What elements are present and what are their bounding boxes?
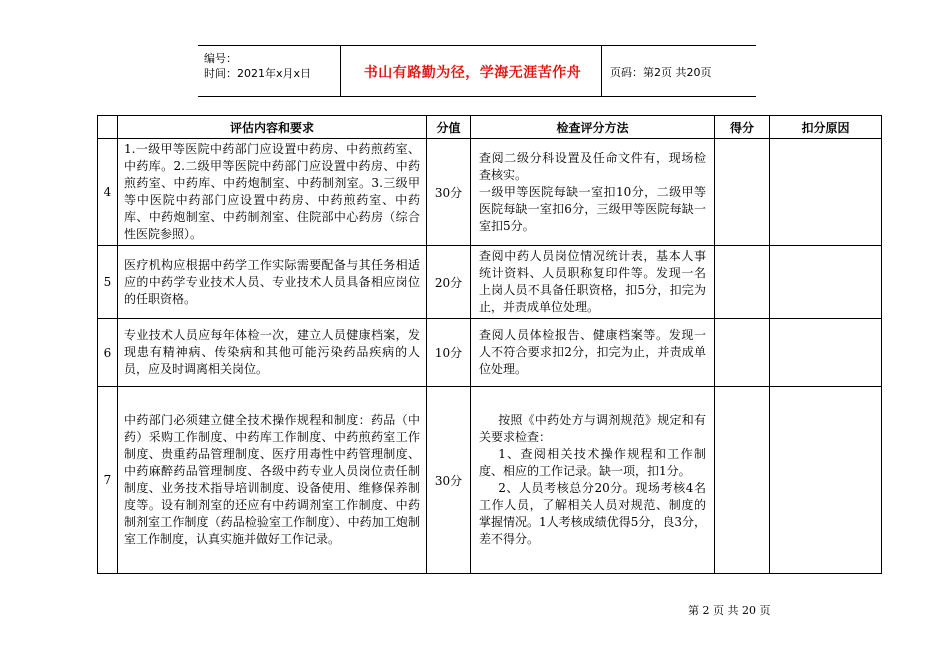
page-footer: 第 2 页 共 20 页 — [688, 604, 771, 617]
row-method — [471, 387, 715, 574]
row-method — [471, 319, 715, 387]
table-row — [98, 139, 882, 246]
row-number: 6 — [98, 319, 118, 387]
header-divider — [340, 45, 341, 97]
time-label: 时间：2021年x月x日 — [204, 67, 312, 80]
method-line: 查阅人员体检报告、健康档案等。发现一人不符合要求扣2分，扣完为止，并责成单位处理。 — [479, 328, 706, 376]
row-got-score — [715, 246, 770, 319]
code-label: 编号： — [204, 52, 237, 65]
table-header-row — [98, 116, 882, 139]
table-row — [98, 246, 882, 319]
row-content: 中药部门必须建立健全技术操作规程和制度：药品（中药）采购工作制度、中药库工作制度、中药煎药室工作制度、贵重药品管理制度、医疗用毒性中药管理制度、中药麻醉药品管理制度、各级中药专业人员岗位责任制制度、业务技术指导培训制度、设备使用、维修保养制度等。设有制剂室的还应有中药调剂室工作制度、中药制剂室工作制度（药品检验室工作制度）、中药加工炮制室工作制度，认真实施并做好工作记录。 — [118, 387, 427, 574]
row-number: 5 — [98, 246, 118, 319]
method-line: 2、人员考核总分20分。现场考核4名工作人员，了解相关人员对规范、制度的掌握情况。1人考核成绩优得5分，良3分，差不得分。 — [479, 481, 706, 546]
row-score: 30分 — [427, 387, 471, 574]
row-number: 7 — [98, 387, 118, 574]
header-meta — [204, 51, 311, 81]
method-line: 按照《中药处方与调剂规范》规定和有关要求检查： — [479, 413, 706, 444]
row-method — [471, 246, 715, 319]
col-header-reason: 扣分原因 — [770, 116, 882, 139]
method-line: 查阅二级分科设置及任命文件有，现场检查核实。 — [479, 150, 706, 182]
col-header-content: 评估内容和要求 — [118, 116, 427, 139]
row-deduct-reason — [770, 387, 882, 574]
header-divider — [601, 45, 602, 97]
row-got-score — [715, 139, 770, 246]
row-content: 专业技术人员应每年体检一次，建立人员健康档案，发现患有精神病、传染病和其他可能污染药品疾病的人员，应及时调离相关岗位。 — [118, 319, 427, 387]
table-row — [98, 387, 882, 574]
page-code: 页码：第2页 共20页 — [610, 66, 712, 79]
col-header-got: 得分 — [715, 116, 770, 139]
row-content: 医疗机构应根据中药学工作实际需要配备与其任务相适应的中药学专业技术人员、专业技术人员具备相应岗位的任职资格。 — [118, 246, 427, 319]
col-header-no — [98, 116, 118, 139]
col-header-method: 检查评分方法 — [471, 116, 715, 139]
row-score: 20分 — [427, 246, 471, 319]
header-bottom-rule — [198, 96, 756, 97]
col-header-score: 分值 — [427, 116, 471, 139]
method-line: 查阅中药人员岗位情况统计表，基本人事统计资料、人员职称复印件等。发现一名上岗人员不具备任职资格，扣5分，扣完为止，并责成单位处理。 — [479, 249, 706, 314]
row-got-score — [715, 319, 770, 387]
row-score: 30分 — [427, 139, 471, 246]
evaluation-table — [97, 115, 882, 574]
method-line: 一级甲等医院每缺一室扣10分，二级甲等医院每缺一室扣6分，三级甲等医院每缺一室扣5分。 — [479, 184, 706, 233]
row-got-score — [715, 387, 770, 574]
row-number: 4 — [98, 139, 118, 246]
row-deduct-reason — [770, 246, 882, 319]
header-top-rule — [198, 45, 756, 46]
page-header — [198, 45, 756, 97]
row-deduct-reason — [770, 139, 882, 246]
method-line: 1、查阅相关技术操作规程和工作制度、相应的工作记录。缺一项，扣1分。 — [479, 447, 706, 478]
header-motto: 书山有路勤为径，学海无涯苦作舟 — [363, 65, 582, 81]
table-row — [98, 319, 882, 387]
row-deduct-reason — [770, 319, 882, 387]
row-score: 10分 — [427, 319, 471, 387]
row-content: 1.一级甲等医院中药部门应设置中药房、中药煎药室、中药库。2.二级甲等医院中药部门应设置中药房、中药煎药室、中药库、中药炮制室、中药制剂室。3.三级甲等中医院中药部门应设置中药房、中药煎药室、中药库、中药炮制室、中药制剂室、住院部中心药房（综合性医院参照）。 — [118, 139, 427, 246]
row-method — [471, 139, 715, 246]
